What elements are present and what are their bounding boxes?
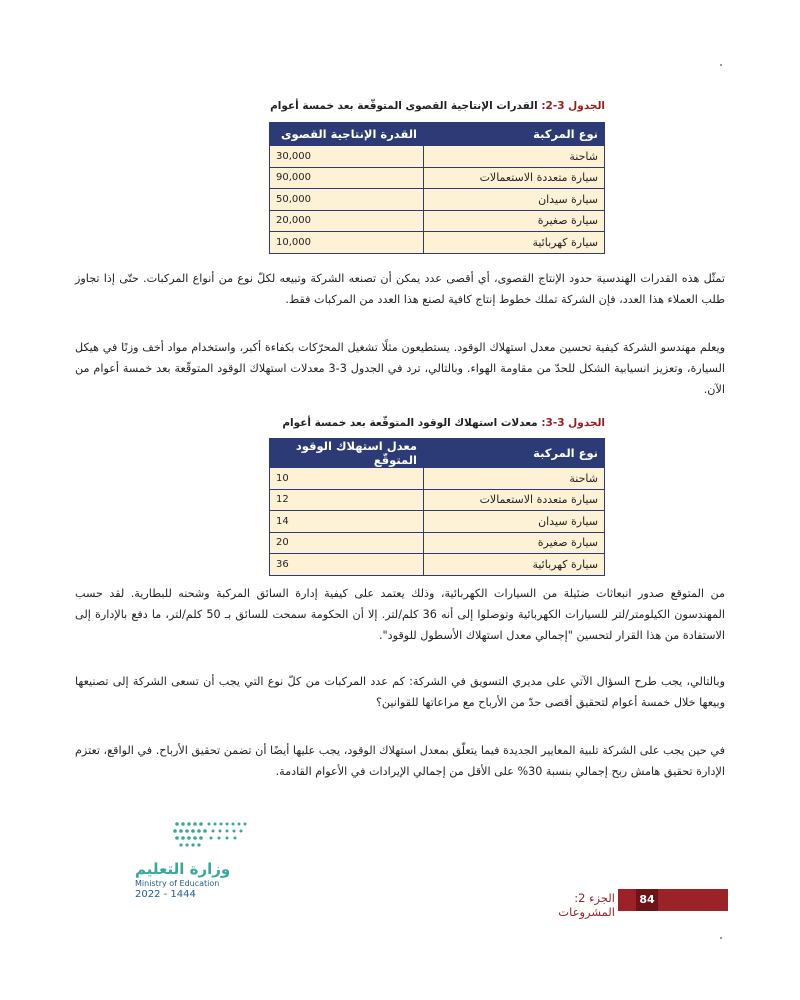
margin-mark [720,937,722,939]
table-row [270,489,605,511]
table-row [270,146,605,168]
ministry-name-arabic: وزارة التعليم [135,860,231,878]
capacity-cell: 20,000 [270,210,424,232]
capacity-table [269,122,605,254]
page-number: 84 [636,889,658,911]
table-row [270,532,605,554]
paragraph-3: من المتوقع صدور انبعاثات ضئيلة من السيارات الكهربائية، وذلك يعتمد على كيفية إدارة السائق المركبة وشحنه للبطارية. لقد حسب المهندسون الكيلومتر/لتر للسيارات الكهربائية وتوصلوا إلى أنه 36 كلم/لتر. إلا أن الحكومة سمحت للسائق بـ 50 كلم/لتر، ما دفع بالإدارة إلى الاستفادة من هذا القرار لتحسين "إجمالي معدل استهلاك الأسطول للوقود". [75,587,725,642]
column-header-fuel-rate: معدل استهلاك الوقود المتوقّع [270,439,424,468]
table1-caption [270,100,605,112]
fuel-consumption-table [269,438,605,576]
capacity-cell: 90,000 [270,167,424,189]
capacity-cell: 10,000 [270,232,424,254]
table2-caption-label: الجدول 3-3: [541,417,605,429]
table-header-row [270,123,605,146]
capacity-cell: 50,000 [270,189,424,211]
table1-caption-label: الجدول 3-2: [541,100,605,112]
ministry-name-english: Ministry of Education [135,879,220,888]
paragraph-2: ويعلم مهندسو الشركة كيفية تحسين معدل استهلاك الوقود. يستطيعون مثلًا تشغيل المحرّكات بكفاءة أكبر، واستخدام مواد أخف وزنًا في هيكل السيارة، وتعزيز انسيابية الشكل للحدّ من مقاومة الهواء. وبالتالي، ترد في الجدول 3-3 معدلات استهلاك الوقود المتوقّعة بعد خمسة أعوام من الآن. [75,341,725,396]
table-row [270,554,605,576]
table-row [270,232,605,254]
vehicle-type-cell: سيارة سيدان [424,511,605,533]
table-row [270,468,605,490]
column-header-capacity: القدرة الإنتاجية القصوى [270,123,424,146]
footer-band [618,889,728,911]
vehicle-type-cell: سيارة صغيرة [424,210,605,232]
fuel-rate-cell: 10 [270,468,424,490]
table1-caption-text: القدرات الإنتاجية القصوى المتوقّعة بعد خمسة أعوام [270,100,538,112]
ministry-year: 2022 - 1444 [135,889,196,900]
table-header-row [270,439,605,468]
vehicle-type-cell: سيارة كهربائية [424,232,605,254]
capacity-cell: 30,000 [270,146,424,168]
paragraph-5: في حين يجب على الشركة تلبية المعايير الجديدة فيما يتعلّق بمعدل استهلاك الوقود، يجب عليها أيضًا أن تضمن تحقيق الأرباح. في الواقع، تعتزم الإدارة تحقيق هامش ربح إجمالي بنسبة 30% على الأقل من إجمالي الإيرادات في الأعوام القادمة. [75,744,725,778]
fuel-rate-cell: 14 [270,511,424,533]
table-row [270,210,605,232]
table2-caption-text: معدلات استهلاك الوقود المتوقّعة بعد خمسة أعوام [282,417,538,429]
table2-caption [282,417,605,429]
table-row [270,167,605,189]
vehicle-type-cell: سيارة سيدان [424,189,605,211]
fuel-rate-cell: 36 [270,554,424,576]
vehicle-type-cell: شاحنة [424,468,605,490]
vehicle-type-cell: سيارة كهربائية [424,554,605,576]
paragraph-1: تمثّل هذه القدرات الهندسية حدود الإنتاج القصوى، أي أقصى عدد يمكن أن تصنعه الشركة وتبيعه لكلّ نوع من أنواع المركبات. حتّى إذا تجاوز طلب العملاء هذا العدد، فإن الشركة تملك خطوط إنتاج كافية لصنع هذا العدد من المركبات فقط. [75,272,725,306]
table-row [270,189,605,211]
margin-mark [720,64,722,66]
column-header-vehicle-type: نوع المركبة [424,439,605,468]
vehicle-type-cell: سيارة متعددة الاستعمالات [424,489,605,511]
table-row [270,511,605,533]
fuel-rate-cell: 12 [270,489,424,511]
part-label: الجزء 2: المشروعات [558,891,615,919]
fuel-rate-cell: 20 [270,532,424,554]
ministry-dots-icon [135,820,255,854]
vehicle-type-cell: سيارة متعددة الاستعمالات [424,167,605,189]
vehicle-type-cell: سيارة صغيرة [424,532,605,554]
column-header-vehicle-type: نوع المركبة [424,123,605,146]
ministry-logo [135,820,255,900]
paragraph-4: وبالتالي، يجب طرح السؤال الآتي على مديري التسويق في الشركة: كم عدد المركبات من كلّ نوع التي يجب أن تسعى الشركة إلى تصنيعها وبيعها خلال خمسة أعوام لتحقيق أقصى حدّ من الأرباح مع مراعاتها للقوانين؟ [75,675,725,709]
vehicle-type-cell: شاحنة [424,146,605,168]
